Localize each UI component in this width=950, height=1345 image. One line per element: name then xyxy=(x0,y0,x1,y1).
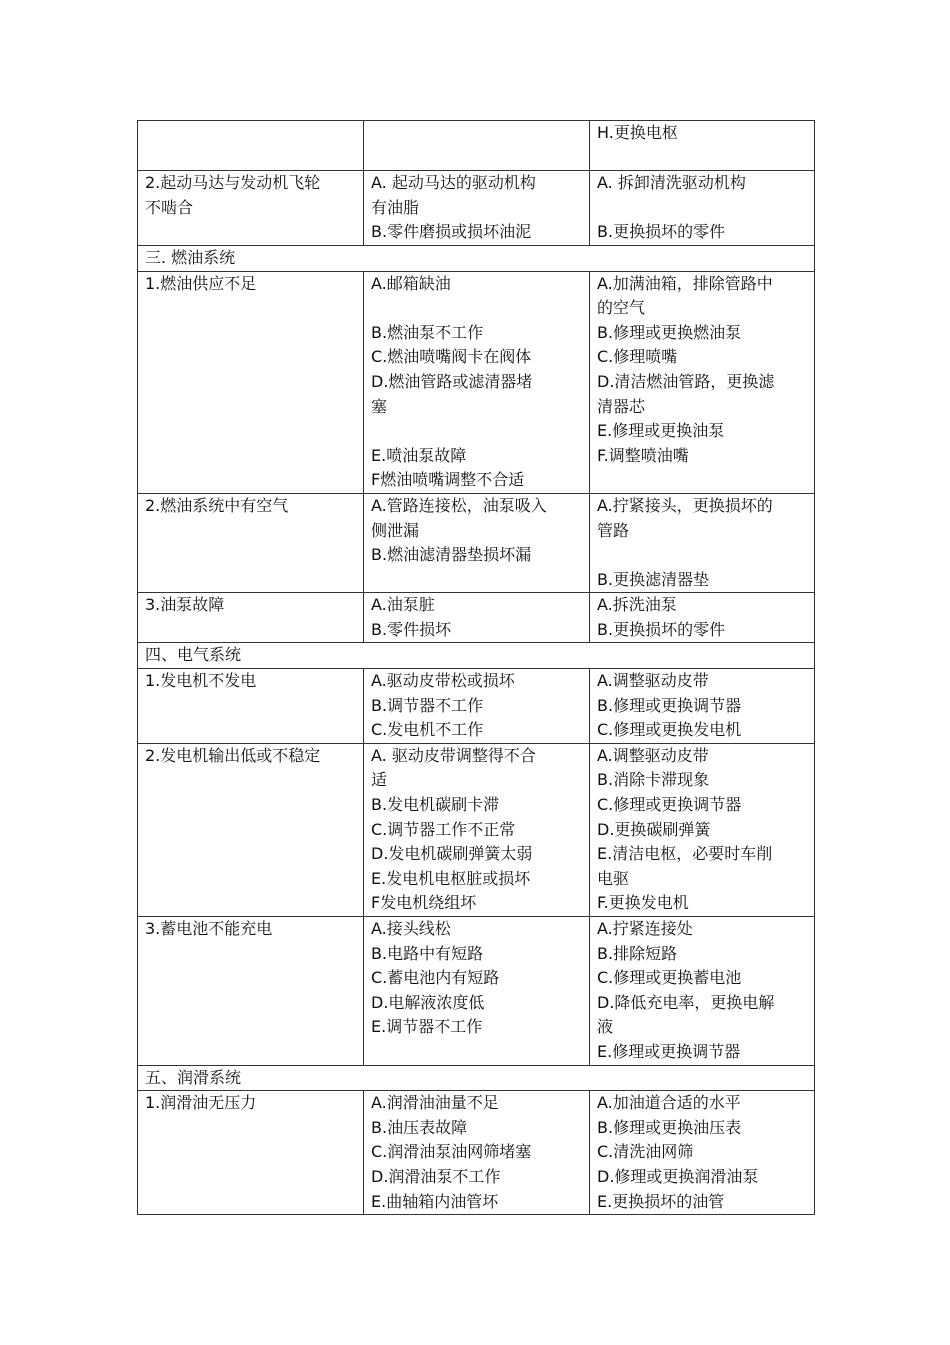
fault-cell xyxy=(138,1091,364,1215)
remedy-line: 清器芯 xyxy=(597,396,646,416)
remedy-line: D.更换碳刷弹簧 xyxy=(597,819,711,839)
cause-cell xyxy=(364,669,590,744)
cause-line: A.驱动皮带松或损坏 xyxy=(371,671,515,691)
remedy-line: A.调整驱动皮带 xyxy=(597,671,709,691)
remedy-line: F.调整喷油嘴 xyxy=(597,445,689,465)
table-row xyxy=(138,271,815,493)
cause-cell xyxy=(364,743,590,916)
remedy-line: E.清洁电枢，必要时车削 xyxy=(597,844,773,864)
remedy-cell xyxy=(590,917,815,1066)
remedy-line: B.更换损坏的零件 xyxy=(597,619,726,639)
remedy-line: D.修理或更换润滑油泵 xyxy=(597,1166,759,1186)
remedy-line: A.拆洗油泵 xyxy=(597,595,677,615)
cause-line: D.电解液浓度低 xyxy=(371,992,485,1012)
table-row xyxy=(138,1091,815,1215)
fault-line: 2.燃油系统中有空气 xyxy=(145,495,289,515)
remedy-line xyxy=(597,196,807,221)
table-row xyxy=(138,917,815,1066)
cause-line: C.调节器工作不正常 xyxy=(371,819,516,839)
table-row xyxy=(138,171,815,246)
fault-cell xyxy=(138,743,364,916)
remedy-line: C.清洗油网筛 xyxy=(597,1142,694,1162)
fault-cell xyxy=(138,593,364,643)
section-title: 四、电气系统 xyxy=(138,643,815,669)
section-row xyxy=(138,643,815,669)
fault-line: 不啮合 xyxy=(145,197,194,217)
section-row xyxy=(138,1065,815,1091)
cause-line: B.燃油泵不工作 xyxy=(371,322,484,342)
fault-line: 2.发电机输出低或不稳定 xyxy=(145,745,321,765)
fault-line: 1.润滑油无压力 xyxy=(145,1093,257,1113)
remedy-cell xyxy=(590,271,815,493)
remedy-line: H.更换电枢 xyxy=(597,123,678,142)
remedy-line: 电驱 xyxy=(597,868,630,888)
cause-line: 侧泄漏 xyxy=(371,520,420,540)
cause-cell xyxy=(364,593,590,643)
remedy-line: C.修理或更换蓄电池 xyxy=(597,968,742,988)
remedy-line: D.清洁燃油管路，更换滤 xyxy=(597,371,775,391)
remedy-cell xyxy=(590,121,815,171)
fault-cell xyxy=(138,493,364,592)
table-row xyxy=(138,121,815,171)
cause-cell xyxy=(364,121,590,171)
section-title: 五、润滑系统 xyxy=(138,1065,815,1091)
remedy-line: A.调整驱动皮带 xyxy=(597,745,709,765)
remedy-line: B.修理或更换油压表 xyxy=(597,1117,742,1137)
remedy-cell xyxy=(590,493,815,592)
remedy-line: C.修理喷嘴 xyxy=(597,347,678,367)
cause-line: C.发电机不工作 xyxy=(371,720,484,740)
cause-cell xyxy=(364,271,590,493)
remedy-line: D.降低充电率，更换电解 xyxy=(597,992,775,1012)
remedy-cell xyxy=(590,1091,815,1215)
cause-cell xyxy=(364,493,590,592)
cause-line: A.油泵脏 xyxy=(371,595,435,615)
cause-line: B.电路中有短路 xyxy=(371,943,484,963)
table-row xyxy=(138,593,815,643)
cause-cell xyxy=(364,171,590,246)
fault-cell xyxy=(138,917,364,1066)
remedy-line: B.排除短路 xyxy=(597,943,678,963)
remedy-line: F.更换发电机 xyxy=(597,893,689,913)
cause-line: B.发电机碳刷卡滞 xyxy=(371,795,500,815)
remedy-line xyxy=(597,543,807,568)
remedy-cell xyxy=(590,743,815,916)
remedy-cell xyxy=(590,171,815,246)
remedy-line: E.修理或更换调节器 xyxy=(597,1041,741,1061)
cause-line: F燃油喷嘴调整不合适 xyxy=(371,470,525,490)
cause-line: 有油脂 xyxy=(371,197,420,217)
table-body xyxy=(138,121,815,1215)
cause-line: A. 驱动皮带调整得不合 xyxy=(371,745,536,765)
remedy-cell xyxy=(590,593,815,643)
cause-line: C.蓄电池内有短路 xyxy=(371,968,500,988)
remedy-line: B.修理或更换燃油泵 xyxy=(597,322,742,342)
fault-line xyxy=(145,121,356,146)
cause-line xyxy=(371,296,582,321)
cause-line: 适 xyxy=(371,770,388,790)
cause-line xyxy=(371,121,582,146)
table-row xyxy=(138,493,815,592)
remedy-cell xyxy=(590,669,815,744)
cause-line xyxy=(371,568,582,593)
remedy-line: A.加油道合适的水平 xyxy=(597,1093,741,1113)
section-row xyxy=(138,245,815,271)
fault-line: 3.油泵故障 xyxy=(145,595,225,615)
cause-line: B.零件磨损或损坏油泥 xyxy=(371,222,532,242)
cause-line: E.调节器不工作 xyxy=(371,1017,483,1037)
cause-line: D.燃油管路或滤清器堵 xyxy=(371,371,533,391)
cause-line: C.润滑油泵油网筛堵塞 xyxy=(371,1142,532,1162)
cause-line: B.调节器不工作 xyxy=(371,695,484,715)
cause-line: D.发电机碳刷弹簧太弱 xyxy=(371,844,533,864)
troubleshooting-table xyxy=(137,120,815,1215)
cause-line: B.零件损坏 xyxy=(371,619,452,639)
remedy-line: B.消除卡滞现象 xyxy=(597,770,710,790)
cause-line: D.润滑油泵不工作 xyxy=(371,1166,501,1186)
cause-line: A.邮箱缺油 xyxy=(371,273,451,293)
remedy-line: A.加满油箱，排除管路中 xyxy=(597,273,773,293)
cause-line: B.燃油滤清器垫损坏漏 xyxy=(371,545,532,565)
remedy-line: E.更换损坏的油管 xyxy=(597,1191,725,1211)
cause-line xyxy=(371,1040,582,1065)
remedy-line: A. 拆卸清洗驱动机构 xyxy=(597,173,746,193)
cause-line: E.喷油泵故障 xyxy=(371,445,467,465)
cause-line: A.接头线松 xyxy=(371,919,451,938)
section-title: 三. 燃油系统 xyxy=(138,245,815,271)
cause-line: F发电机绕组坏 xyxy=(371,893,477,913)
cause-line xyxy=(371,419,582,444)
fault-line xyxy=(145,146,356,171)
fault-cell xyxy=(138,271,364,493)
cause-line: B.油压表故障 xyxy=(371,1117,468,1137)
cause-line: A. 起动马达的驱动机构 xyxy=(371,173,536,193)
fault-cell xyxy=(138,669,364,744)
remedy-line: B.修理或更换调节器 xyxy=(597,695,742,715)
remedy-line: C.修理或更换调节器 xyxy=(597,795,742,815)
remedy-line: A.拧紧接头，更换损坏的 xyxy=(597,495,773,515)
cause-cell xyxy=(364,917,590,1066)
remedy-line: 液 xyxy=(597,1017,614,1037)
cause-line: A.润滑油油量不足 xyxy=(371,1093,499,1113)
remedy-line: 的空气 xyxy=(597,298,646,318)
remedy-line: E.修理或更换油泵 xyxy=(597,421,725,441)
fault-line: 2.起动马达与发动机飞轮 xyxy=(145,173,321,193)
fault-cell xyxy=(138,171,364,246)
cause-line: A.管路连接松，油泵吸入 xyxy=(371,495,547,515)
remedy-line: A.拧紧连接处 xyxy=(597,919,693,938)
cause-line: E.曲轴箱内油管坏 xyxy=(371,1191,499,1211)
table-row xyxy=(138,669,815,744)
remedy-line: 管路 xyxy=(597,520,630,540)
remedy-line xyxy=(597,468,807,493)
fault-cell xyxy=(138,121,364,171)
table-row xyxy=(138,743,815,916)
cause-line: 塞 xyxy=(371,396,388,416)
fault-line: 1.发电机不发电 xyxy=(145,671,257,691)
remedy-line: B.更换损坏的零件 xyxy=(597,222,726,242)
cause-line: C.燃油喷嘴阀卡在阀体 xyxy=(371,347,532,367)
fault-line: 1.燃油供应不足 xyxy=(145,273,257,293)
cause-cell xyxy=(364,1091,590,1215)
remedy-line: B.更换滤清器垫 xyxy=(597,569,710,589)
cause-line: E.发电机电枢脏或损坏 xyxy=(371,868,531,888)
fault-line: 3.蓄电池不能充电 xyxy=(145,919,273,938)
remedy-line: C.修理或更换发电机 xyxy=(597,720,742,740)
